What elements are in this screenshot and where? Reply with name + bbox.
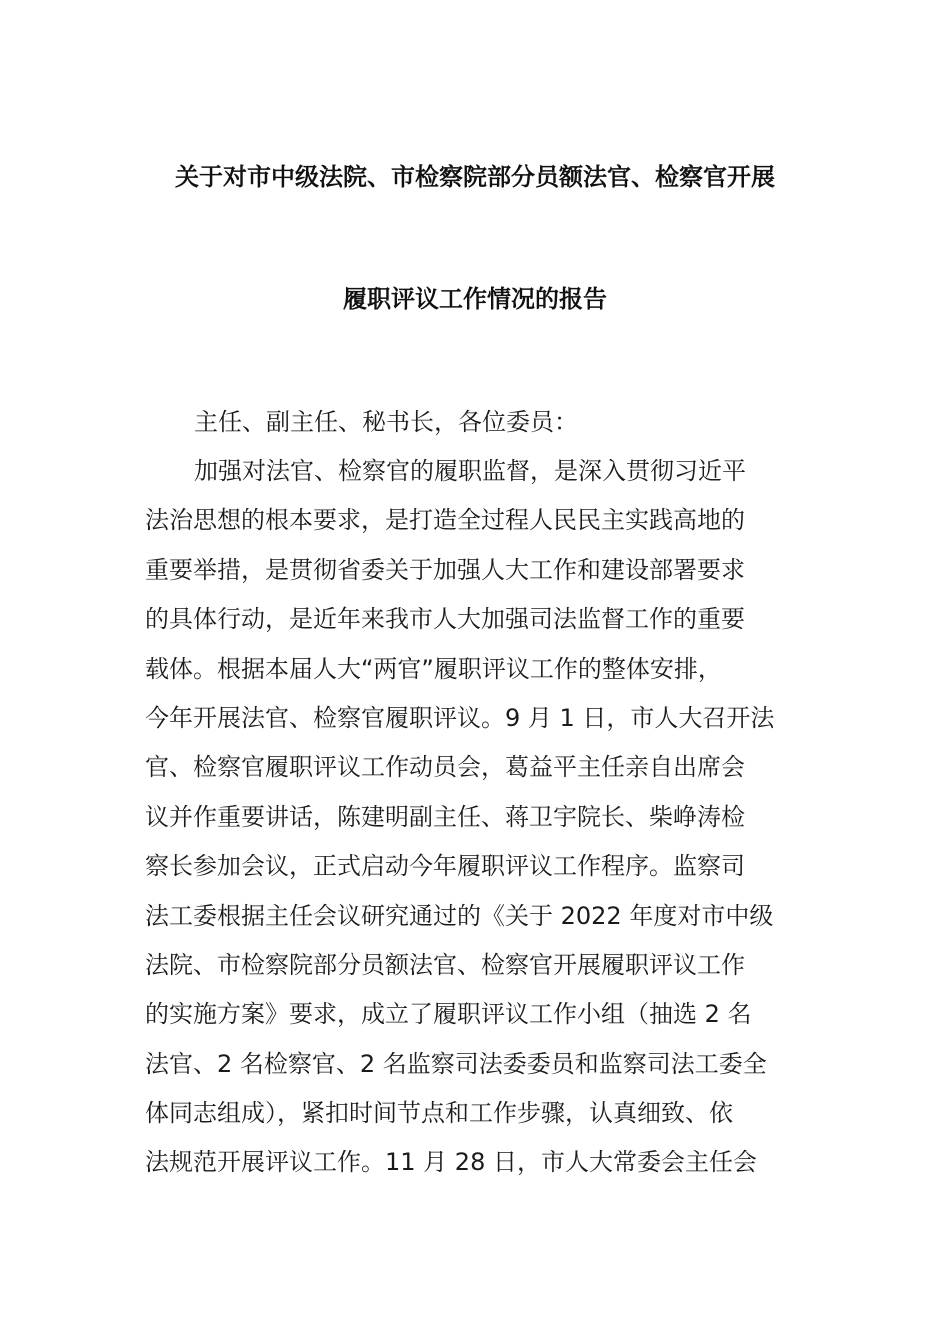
paragraph-line: 法院、市检察院部分员额法官、检察官开展履职评议工作 (145, 950, 745, 979)
paragraph-line: 法规范开展评议工作。11 月 28 日，市人大常委会主任会 (145, 1148, 757, 1177)
paragraph-line: 的实施方案》要求，成立了履职评议工作小组（抽选 2 名 (145, 1000, 752, 1029)
body-paragraph (145, 447, 809, 1188)
paragraph-line: 官、检察官履职评议工作动员会，葛益平主任亲自出席会 (145, 753, 745, 782)
paragraph-line: 法官、2 名检察官、2 名监察司法委委员和监察司法工委全 (145, 1049, 767, 1078)
paragraph-line: 察长参加会议，正式启动今年履职评议工作程序。监察司 (145, 852, 745, 881)
paragraph-line: 法治思想的根本要求，是打造全过程人民民主实践高地的 (145, 506, 745, 535)
paragraph-line: 加强对法官、检察官的履职监督，是深入贯彻习近平 (194, 457, 746, 485)
document-title-line-1: 关于对市中级法院、市检察院部分员额法官、检察官开展 (175, 163, 775, 191)
paragraph-line: 载体。根据本届人大“两官”履职评议工作的整体安排， (145, 654, 722, 683)
paragraph-line: 议并作重要讲话，陈建明副主任、蒋卫宇院长、柴峥涛检 (145, 802, 745, 831)
paragraph-line: 重要举措，是贯彻省委关于加强人大工作和建设部署要求 (145, 555, 745, 584)
paragraph-line: 体同志组成），紧扣时间节点和工作步骤，认真细致、依 (145, 1099, 733, 1128)
document-title-line-2: 履职评议工作情况的报告 (343, 285, 607, 313)
paragraph-line: 法工委根据主任会议研究通过的《关于 2022 年度对市中级 (145, 901, 774, 930)
paragraph-line: 今年开展法官、检察官履职评议。9 月 1 日，市人大召开法 (145, 703, 775, 732)
paragraph-line: 的具体行动，是近年来我市人大加强司法监督工作的重要 (145, 605, 745, 634)
salutation: 主任、副主任、秘书长，各位委员： (194, 408, 578, 436)
